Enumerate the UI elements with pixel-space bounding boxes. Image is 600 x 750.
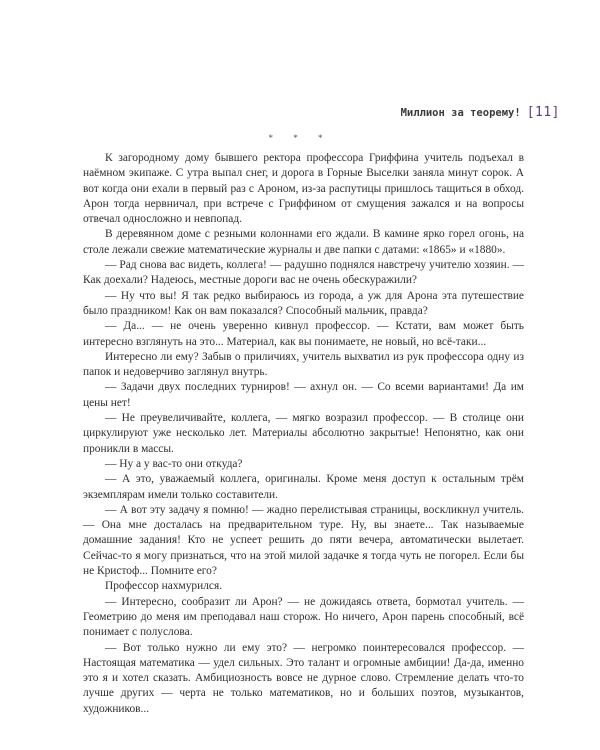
paragraph: — Задачи двух последних турниров! — ахнул он. — Со всеми вариантами! Да им цены нет! (83, 381, 524, 409)
paragraph: — Рад снова вас видеть, коллега! — радушно поднялся навстречу учителю хозяин. — Как доехали? Надеюсь, местные дороги вас не очень обескуражили? (83, 259, 524, 287)
paragraph: — Ну а у вас-то они откуда? (105, 457, 243, 470)
paragraph: — Да... — не очень уверенно кивнул профессор. — Кстати, вам может быть интересно взглянуть на это... Материал, как вы понимаете, не новый, но всё-таки... (83, 320, 524, 348)
paragraph: — А вот эту задачу я помню! — жадно перелистывая страницы, воскликнул учитель. — Она мне досталась на предварительном туре. Ну, вы знаете... Так называемые домашние задания! Кто не успеет решить до пяти вечера, автоматически вылетает. Сейчас-то я могу признаться, что на этой милой задачке я тогда чуть не погорел. Если бы не Кристоф... Помните его? (83, 503, 524, 578)
paragraph: — Интересно, сообразит ли Арон? — не дожидаясь ответа, бормотал учитель. — Геометрию до меня им преподавал наш сторож. Но ничего, Арон парень способный, всё понимает с полуслова. (83, 595, 524, 639)
body-text (83, 151, 524, 717)
paragraph: Интересно ли ему? Забыв о приличиях, учитель выхватил из рук профессора одну из папок и недоверчиво заглянул внутрь. (83, 350, 524, 379)
paragraph: Профессор нахмурился. (105, 580, 223, 593)
paragraph: — Ну что вы! Я так редко выбираюсь из города, а уж для Арона эта путешествие было праздником! Как он вам показался? Способный мальчик, правда? (83, 289, 524, 317)
paragraph: — Не преувеличивайте, коллега, — мягко возразил профессор. — В столице они циркулируют уже несколько лет. Материалы абсолютно закрытые! Непонятно, как они проникли в массы. (83, 412, 524, 455)
paragraph: — А это, уважаемый коллега, оригиналы. Кроме меня доступ к остальным трём экземплярам имели только составители. (83, 473, 524, 501)
running-head (401, 105, 560, 120)
section-separator: * * * (268, 133, 332, 143)
paragraph: К загородному дому бывшего ректора профессора Гриффина учитель подъехал в наёмном экипаже. С утра выпал снег, и дорога в Горные Выселки заняла минут сорок. А вот когда они ехали в первый раз с Ароном, из-за распутицы пришлось тащиться в обход. Арон тогда нервничал, при встрече с Гриффином от смущения зажался и на вопросы отвечал односложно и невпопад. (83, 152, 524, 226)
running-title: Миллион за теорему! (400, 106, 521, 119)
paragraph: — Вот только нужно ли ему это? — негромко поинтересовался профессор. — Настоящая математика — удел сильных. Это талант и огромные амбиции! Да-да, именно это я и хотел сказать. Амбициозность вовсе не дурное слово. Стремление делать что-то лучше других — черта не только математиков, но и больших поэтов, музыкантов, художников... (83, 641, 524, 715)
page-number: [11] (526, 105, 560, 120)
paragraph: В деревянном доме с резными колоннами его ждали. В камине ярко горел огонь, на столе лежали свежие математические журналы и две папки с датами: «1865» и «1880». (83, 228, 524, 256)
